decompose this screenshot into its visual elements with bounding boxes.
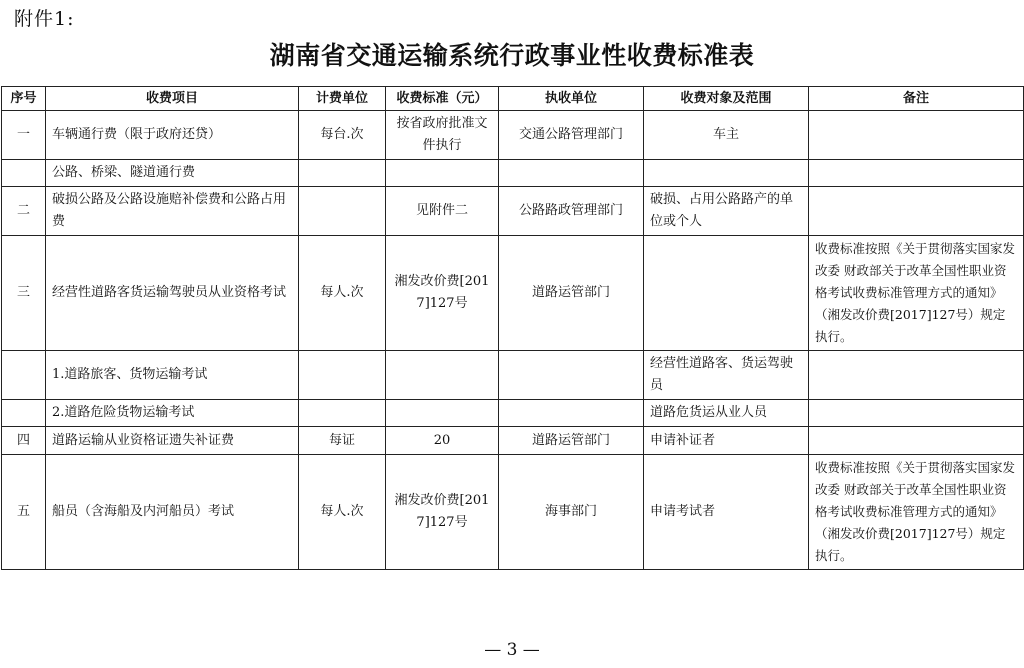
cell-collector: 道路运管部门 [499,427,644,455]
cell-seq: 四 [2,427,46,455]
cell-seq: 二 [2,187,46,236]
cell-note [809,400,1024,427]
cell-scope: 经营性道路客、货运驾驶员 [644,351,809,400]
header-collector: 执收单位 [499,87,644,111]
cell-note [809,111,1024,160]
cell-unit [299,187,386,236]
cell-standard [386,160,499,187]
cell-scope: 申请补证者 [644,427,809,455]
header-seq: 序号 [2,87,46,111]
table-header-row [2,87,1024,111]
cell-unit: 每人.次 [299,236,386,351]
table-row [2,455,1024,570]
cell-note [809,160,1024,187]
cell-standard: 湘发改价费[2017]127号 [386,236,499,351]
table-row [2,351,1024,400]
cell-unit: 每台.次 [299,111,386,160]
cell-item: 道路运输从业资格证遗失补证费 [46,427,299,455]
cell-note [809,351,1024,400]
cell-standard: 见附件二 [386,187,499,236]
cell-unit [299,351,386,400]
table-row [2,111,1024,160]
cell-scope: 车主 [644,111,809,160]
header-scope: 收费对象及范围 [644,87,809,111]
cell-standard: 按省政府批准文件执行 [386,111,499,160]
cell-item: 1.道路旅客、货物运输考试 [46,351,299,400]
cell-unit: 每人.次 [299,455,386,570]
cell-standard [386,400,499,427]
document-title: 湖南省交通运输系统行政事业性收费标准表 [269,41,755,70]
cell-scope [644,236,809,351]
cell-seq [2,160,46,187]
cell-seq: 五 [2,455,46,570]
cell-collector: 道路运管部门 [499,236,644,351]
cell-collector [499,351,644,400]
cell-unit: 每证 [299,427,386,455]
cell-collector: 公路路政管理部门 [499,187,644,236]
table-row [2,400,1024,427]
header-standard: 收费标准（元） [386,87,499,111]
cell-standard: 湘发改价费[2017]127号 [386,455,499,570]
attachment-label: 附件1: [14,8,75,30]
cell-unit [299,160,386,187]
cell-scope: 申请考试者 [644,455,809,570]
header-unit: 计费单位 [299,87,386,111]
cell-seq [2,351,46,400]
cell-item: 公路、桥梁、隧道通行费 [46,160,299,187]
fee-standards-table [1,86,1024,570]
table-row [2,236,1024,351]
cell-item: 2.道路危险货物运输考试 [46,400,299,427]
cell-scope: 破损、占用公路路产的单位或个人 [644,187,809,236]
table-row [2,160,1024,187]
cell-standard [386,351,499,400]
cell-scope [644,160,809,187]
page-number: — 3 — [484,640,540,660]
cell-item: 经营性道路客货运输驾驶员从业资格考试 [46,236,299,351]
cell-unit [299,400,386,427]
table-row [2,187,1024,236]
cell-note: 收费标准按照《关于贯彻落实国家发改委 财政部关于改革全国性职业资格考试收费标准管理方式的通知》（湘发改价费[2017]127号）规定执行。 [809,455,1024,570]
cell-seq [2,400,46,427]
header-note: 备注 [809,87,1024,111]
cell-seq: 三 [2,236,46,351]
cell-standard: 20 [386,427,499,455]
cell-note [809,427,1024,455]
cell-item: 车辆通行费（限于政府还贷） [46,111,299,160]
cell-collector: 交通公路管理部门 [499,111,644,160]
cell-note [809,187,1024,236]
cell-seq: 一 [2,111,46,160]
cell-note: 收费标准按照《关于贯彻落实国家发改委 财政部关于改革全国性职业资格考试收费标准管理方式的通知》（湘发改价费[2017]127号）规定执行。 [809,236,1024,351]
cell-collector [499,160,644,187]
table-row [2,427,1024,455]
cell-item: 船员（含海船及内河船员）考试 [46,455,299,570]
cell-scope: 道路危货运从业人员 [644,400,809,427]
header-item: 收费项目 [46,87,299,111]
cell-collector: 海事部门 [499,455,644,570]
cell-item: 破损公路及公路设施赔补偿费和公路占用费 [46,187,299,236]
cell-collector [499,400,644,427]
